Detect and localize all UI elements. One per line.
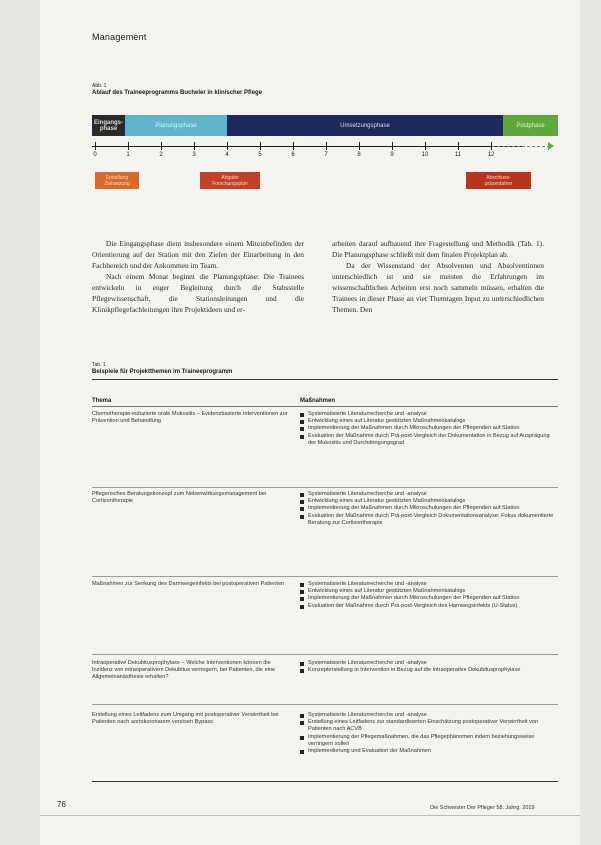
milestone-forschungsplan: Abgabe Forschungsplan xyxy=(200,172,260,189)
timeline-tick xyxy=(95,142,96,150)
row-divider xyxy=(92,487,558,488)
row-measures xyxy=(300,660,558,674)
phase-eingang: Eingangs- phase xyxy=(92,115,125,136)
timeline-tick-label: 1 xyxy=(126,152,130,158)
measure-item: Implementierung der Pflegemaßnahmen, die das Pflegephänomen indem beziehungsweise verringern sollen xyxy=(300,734,558,748)
timeline-tick-label: 12 xyxy=(487,152,495,158)
paragraph: Die Eingangsphase dient insbesondere einem Miteinbefinden der Orientierung auf der Station mit den Zielen der Einarbeitung in den Fachbereich und der Ankommen im Team. xyxy=(92,239,304,270)
measure-item: Evaluation der Maßnahme durch Prä-post-Vergleich des Harnwegsinfekts (U-Status) xyxy=(300,603,558,610)
timeline-tick xyxy=(194,142,195,150)
measure-item: Entwicklung eines auf Literatur gestützten Maßnahmenkatalogs xyxy=(300,418,558,425)
timeline-tick xyxy=(293,142,294,150)
figure-title: Ablauf des Traineeprogramms Bucheler in klinischer Pflege xyxy=(92,90,263,96)
measure-item: Systematisierte Literaturrecherche und -analyse xyxy=(300,581,558,588)
row-measures xyxy=(300,581,558,610)
timeline-tick-label: 10 xyxy=(421,152,429,158)
timeline-tick-label: 11 xyxy=(454,152,462,158)
row-measures xyxy=(300,712,558,755)
row-topic: Erstellung eines Leitfadens zum Umgang mit postoperativer Verwirrtheit bei Patienten nach aortokoronarem venösen Bypass xyxy=(92,712,279,726)
timeline-tick xyxy=(227,142,228,150)
measure-item: Implementierung der Maßnahmen durch Mikroschulungen der Pflegenden auf Station xyxy=(300,595,558,602)
row-divider xyxy=(92,576,558,577)
table-title: Beispiele für Projektthemen im Traineeprogramm xyxy=(92,369,233,375)
measure-item: Konzepterstellung in Intervention in Bezug auf die intraoperative Dekubitusprophylaxe xyxy=(300,667,558,674)
timeline-tick xyxy=(326,142,327,150)
measure-item: Implementierung der Maßnahmen durch Mikroschulungen der Pflegenden auf Station xyxy=(300,425,558,432)
body-column-left xyxy=(92,238,304,315)
timeline-axis-dashed xyxy=(492,146,550,147)
paragraph: Nach einem Monat beginnt die Planungsphase: Die Trainees entwickeln in enger Begleitung durch die Stabsstelle Pflegewissenschaft, die Stationsleitungen und die Klinikpflegefachleitungen ihre Projektideen und er- xyxy=(92,272,304,314)
measure-item: Evaluation der Maßnahme durch Prä-post-Vergleich Dokumentationsanalyse: Fokus dokumentierte Beratung zur Cortisontherapie xyxy=(300,513,558,527)
row-topic: Intraoperative Dekubitusprophylaxe – Welche Interventionen können die Inzidenz von intraoperativem Dekubitus verringern, bei Patienten, die eine Allgemeinanästhesie erhalten? xyxy=(92,660,276,681)
measure-item: Erstellung eines Leitfadens zur standardisierten Einschätzung postoperativer Verwirrtheit von Patienten nach ACVB xyxy=(300,719,558,733)
table-bottom-rule xyxy=(92,781,558,782)
table-header-massnahmen: Maßnahmen xyxy=(300,398,336,404)
measure-item: Implementierung der Maßnahmen durch Mikroschulungen der Pflegenden auf Station xyxy=(300,505,558,512)
body-column-right xyxy=(332,238,544,315)
timeline-tick xyxy=(161,142,162,150)
measure-item: Evaluation der Maßnahme durch Prä-post-Vergleich der Dokumentation in Bezug auf Ausprägung der Mukositis und Durchdringungsgrad xyxy=(300,433,558,447)
timeline-tick xyxy=(260,142,261,150)
timeline-tick-label: 0 xyxy=(93,152,97,158)
table-header-rule xyxy=(92,406,558,407)
phase-timeline-bar xyxy=(92,115,558,136)
measure-item: Implementierung und Evaluation der Maßnahmen xyxy=(300,748,558,755)
timeline-tick-label: 4 xyxy=(225,152,229,158)
row-measures xyxy=(300,411,558,447)
timeline-tick xyxy=(128,142,129,150)
row-divider xyxy=(92,654,558,655)
timeline-tick xyxy=(392,142,393,150)
row-divider xyxy=(92,704,558,705)
figure-number: Abb. 1 xyxy=(92,83,107,89)
timeline-tick-label: 9 xyxy=(390,152,394,158)
measure-item: Systematisierte Literaturrecherche und -analyse xyxy=(300,660,558,667)
timeline-tick-label: 2 xyxy=(159,152,163,158)
paragraph: arbeiten darauf aufbauend ihre Fragestellung und Methodik (Tab. 1). Die Planungsphase schließt mit dem finalen Projektplan ab. xyxy=(332,239,544,259)
timeline-tick xyxy=(491,142,492,150)
table-number: Tab. 1 xyxy=(92,362,106,368)
measure-item: Systematisierte Literaturrecherche und -analyse xyxy=(300,411,558,418)
paragraph: Da der Wissenstand der Absolventen und Absolventinnen unterschiedlich ist und sie meisten die Erfahrungen im wissenschaftlichen Arbeiten erst noch sammeln müssen, erhalten die Trainees in dieser Phase an vier Themtagen Input zu unterschiedlichen Themen. Den xyxy=(332,261,544,314)
milestone-zielsetzung: Erstellung Zielsetzung xyxy=(95,172,139,189)
row-measures xyxy=(300,491,558,527)
arrow-right-icon xyxy=(548,142,554,150)
phase-umsetzung: Umsetzungsphase xyxy=(227,115,503,136)
timeline-tick-label: 3 xyxy=(192,152,196,158)
row-topic: Pflegerisches Beratungskonzept zum Nebenwirkungsmanagement bei Cortisontherapie xyxy=(92,491,267,505)
milestone-abschluss: Abschluss- präsentation xyxy=(466,172,531,189)
journal-footer: Die Schwester Der Pfleger 58. Jahrg. 2019 xyxy=(430,805,535,811)
measure-item: Entwicklung eines auf Literatur gestützten Maßnahmenkatalogs xyxy=(300,588,558,595)
phase-post: Postphase xyxy=(503,115,558,136)
phase-planung: Planungsphase xyxy=(125,115,227,136)
measure-item: Entwicklung eines auf Literatur gestützten Maßnahmenkatalogs xyxy=(300,498,558,505)
timeline-tick-label: 8 xyxy=(357,152,361,158)
timeline-tick-label: 5 xyxy=(258,152,262,158)
measure-item: Systematisierte Literaturrecherche und -analyse xyxy=(300,491,558,498)
timeline-tick xyxy=(458,142,459,150)
measure-item: Systematisierte Literaturrecherche und -analyse xyxy=(300,712,558,719)
table-top-rule xyxy=(92,379,558,380)
table-header-thema: Thema xyxy=(92,398,112,404)
timeline-tick xyxy=(359,142,360,150)
footer-rule xyxy=(40,815,580,816)
row-topic: Chemotherapie-induzierte orale Mukositis – Evidenzbasierte Interventionen zur Prävention und Behandlung xyxy=(92,411,288,425)
timeline-tick xyxy=(425,142,426,150)
timeline-tick-label: 7 xyxy=(324,152,328,158)
timeline-tick-label: 6 xyxy=(291,152,295,158)
page-number: 76 xyxy=(57,800,66,809)
row-topic: Maßnahmen zur Senkung des Darmwegeinfekts bei postoperativen Patienten xyxy=(92,581,285,587)
section-label: Management xyxy=(92,32,147,42)
